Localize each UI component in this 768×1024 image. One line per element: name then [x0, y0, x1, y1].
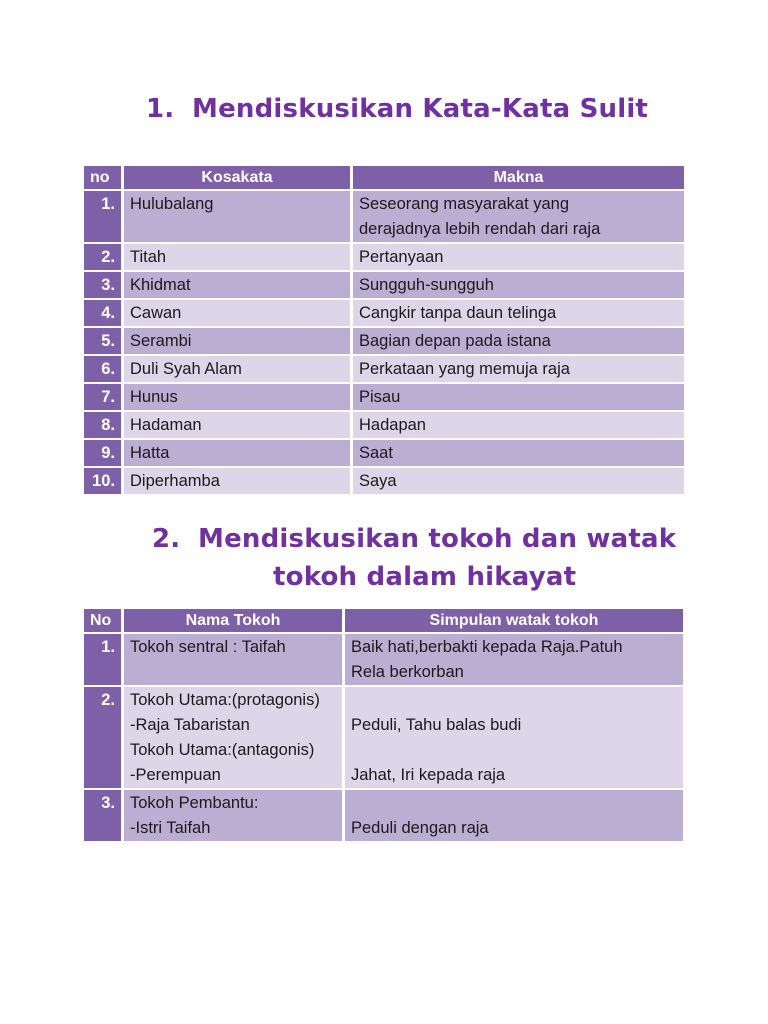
- makna-cell: Bagian depan pada istana: [353, 328, 684, 354]
- table-row: [84, 328, 684, 354]
- nama-line: -Raja Tabaristan: [130, 716, 250, 734]
- nama-tokoh-cell: [124, 634, 342, 685]
- empty-line: [351, 688, 677, 713]
- makna-cell: Cangkir tanpa daun telinga: [353, 300, 684, 326]
- makna-cell: Hadapan: [353, 412, 684, 438]
- section-2-heading: [152, 520, 676, 596]
- makna-cell: Perkataan yang memuja raja: [353, 356, 684, 382]
- nama-line: Tokoh Utama:(protagonis): [130, 691, 320, 709]
- character-table: [81, 607, 686, 843]
- header-no: No: [84, 609, 121, 632]
- nama-line: Tokoh Pembantu:: [130, 794, 259, 812]
- simpulan-cell: [345, 634, 683, 685]
- simpulan-line: Baik hati,berbakti kepada Raja.Patuh: [351, 638, 623, 656]
- table-row: [84, 300, 684, 326]
- header-no: no: [84, 166, 121, 189]
- simpulan-line: Peduli, Tahu balas budi: [351, 716, 522, 734]
- row-number: 6.: [84, 356, 121, 382]
- section-2-number: 2.: [152, 524, 181, 554]
- table-row: [84, 440, 684, 466]
- simpulan-cell: [345, 790, 683, 841]
- nama-line: -Perempuan: [130, 766, 221, 784]
- makna-line: derajadnya lebih rendah dari raja: [359, 220, 601, 238]
- header-simpulan-watak: Simpulan watak tokoh: [345, 609, 683, 632]
- row-number: 3.: [84, 790, 121, 841]
- row-number: 7.: [84, 384, 121, 410]
- row-number: 5.: [84, 328, 121, 354]
- row-number: 4.: [84, 300, 121, 326]
- kosakata-cell: Cawan: [124, 300, 350, 326]
- kosakata-cell: Hatta: [124, 440, 350, 466]
- simpulan-cell: [345, 687, 683, 788]
- table-row: [84, 356, 684, 382]
- makna-cell: Saya: [353, 468, 684, 494]
- table-row: [84, 687, 683, 788]
- kosakata-cell: Diperhamba: [124, 468, 350, 494]
- row-number: 8.: [84, 412, 121, 438]
- empty-line: [351, 791, 677, 816]
- row-number: 1.: [84, 191, 121, 242]
- simpulan-line: Peduli dengan raja: [351, 819, 489, 837]
- makna-cell: [353, 191, 684, 242]
- simpulan-line: Rela berkorban: [351, 663, 464, 681]
- table-row: [84, 272, 684, 298]
- header-makna: Makna: [353, 166, 684, 189]
- nama-tokoh-cell: [124, 687, 342, 788]
- row-number: 9.: [84, 440, 121, 466]
- section-2-title-line1: Mendiskusikan tokoh dan watak: [198, 524, 677, 554]
- row-number: 2.: [84, 244, 121, 270]
- row-number: 3.: [84, 272, 121, 298]
- table-header-row: [84, 166, 684, 189]
- makna-cell: Pertanyaan: [353, 244, 684, 270]
- section-1-title: Mendiskusikan Kata-Kata Sulit: [192, 94, 649, 124]
- row-number: 2.: [84, 687, 121, 788]
- makna-cell: Pisau: [353, 384, 684, 410]
- header-nama-tokoh: Nama Tokoh: [124, 609, 342, 632]
- makna-cell: Saat: [353, 440, 684, 466]
- kosakata-cell: Hadaman: [124, 412, 350, 438]
- table-row: [84, 191, 684, 242]
- row-number: 1.: [84, 634, 121, 685]
- table-header-row: [84, 609, 683, 632]
- table-row: [84, 468, 684, 494]
- kosakata-cell: Serambi: [124, 328, 350, 354]
- makna-cell: Sungguh-sungguh: [353, 272, 684, 298]
- header-kosakata: Kosakata: [124, 166, 350, 189]
- makna-line: Seseorang masyarakat yang: [359, 195, 570, 213]
- kosakata-cell: Duli Syah Alam: [124, 356, 350, 382]
- section-1-heading: [146, 94, 648, 124]
- empty-line: [351, 738, 677, 763]
- table-row: [84, 244, 684, 270]
- kosakata-cell: Hunus: [124, 384, 350, 410]
- nama-line: -Istri Taifah: [130, 819, 211, 837]
- simpulan-line: Jahat, Iri kepada raja: [351, 766, 506, 784]
- vocabulary-table: [81, 164, 687, 496]
- nama-line: Tokoh sentral : Taifah: [130, 638, 286, 656]
- table-row: [84, 790, 683, 841]
- nama-line: Tokoh Utama:(antagonis): [130, 741, 315, 759]
- table-row: [84, 412, 684, 438]
- row-number: 10.: [84, 468, 121, 494]
- table-row: [84, 384, 684, 410]
- table-row: [84, 634, 683, 685]
- section-1-number: 1.: [146, 94, 175, 124]
- section-2-title-line2: tokoh dalam hikayat: [273, 562, 577, 592]
- kosakata-cell: Hulubalang: [124, 191, 350, 242]
- kosakata-cell: Titah: [124, 244, 350, 270]
- nama-tokoh-cell: [124, 790, 342, 841]
- kosakata-cell: Khidmat: [124, 272, 350, 298]
